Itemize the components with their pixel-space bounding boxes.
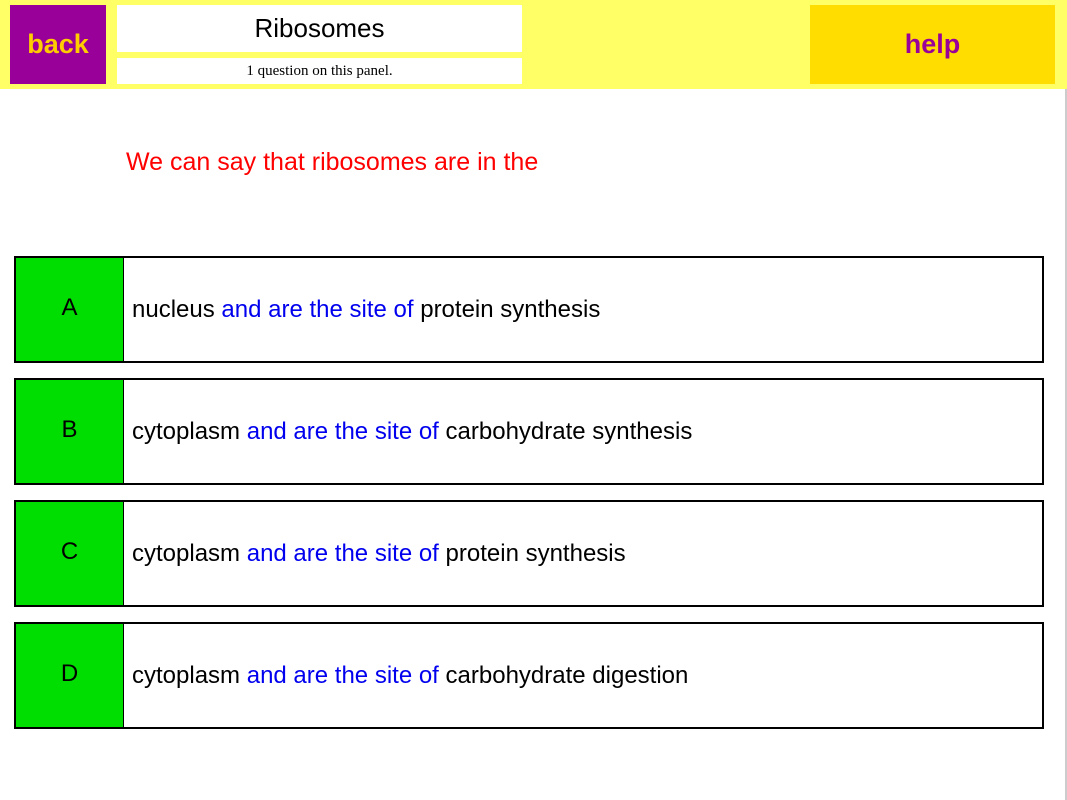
- answer-option-c[interactable]: [14, 500, 1044, 607]
- question-text: We can say that ribosomes are in the: [126, 148, 539, 176]
- answer-option-b[interactable]: [14, 378, 1044, 485]
- option-connector: and are the site of: [221, 295, 414, 323]
- option-letter[interactable]: C: [16, 502, 124, 605]
- option-function: carbohydrate digestion: [445, 661, 689, 689]
- option-connector: and are the site of: [246, 417, 439, 445]
- option-letter[interactable]: B: [16, 380, 124, 483]
- option-text[interactable]: [124, 502, 1042, 605]
- option-location: nucleus: [132, 295, 215, 323]
- help-button[interactable]: help: [810, 5, 1055, 84]
- option-connector: and are the site of: [246, 661, 439, 689]
- option-location: cytoplasm: [132, 539, 241, 567]
- option-text[interactable]: [124, 380, 1042, 483]
- option-location: cytoplasm: [132, 417, 241, 445]
- option-letter[interactable]: A: [16, 258, 124, 361]
- answer-option-d[interactable]: [14, 622, 1044, 729]
- option-letter[interactable]: D: [16, 624, 124, 727]
- header-bar: [0, 0, 1067, 89]
- option-function: protein synthesis: [445, 539, 626, 567]
- option-function: carbohydrate synthesis: [445, 417, 693, 445]
- back-button[interactable]: back: [10, 5, 106, 84]
- option-function: protein synthesis: [420, 295, 601, 323]
- answer-option-a[interactable]: [14, 256, 1044, 363]
- option-text[interactable]: [124, 258, 1042, 361]
- option-location: cytoplasm: [132, 661, 241, 689]
- option-text[interactable]: [124, 624, 1042, 727]
- page-title: Ribosomes: [117, 5, 522, 52]
- option-connector: and are the site of: [246, 539, 439, 567]
- question-count-text: 1 question on this panel.: [117, 58, 522, 84]
